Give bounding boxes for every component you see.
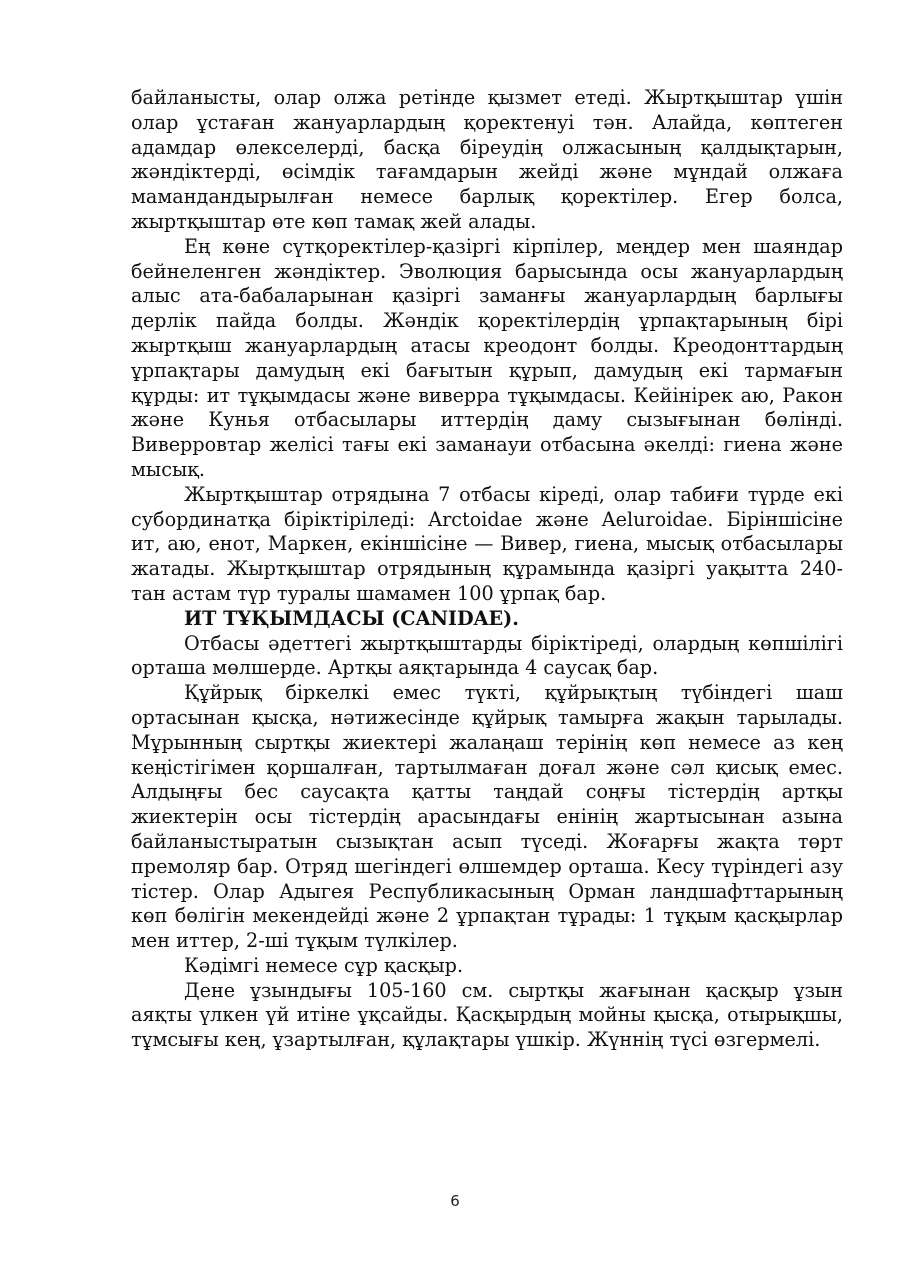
body-paragraph: Ең көне сүтқоректілер-қазіргі кірпілер, меңдер мен шаяндар бейнеленген жәндіктер. Эволюция барысында осы жануарлардың алыс ата-бабаларынан қазіргі заманғы жануарлардың барлығы дерлік пайда болды. Жәндік қоректілердің ұрпақтарының бірі жыртқыш жануарлардың атасы креодонт болды. Креодонттардың ұрпақтары дамудың екі бағытын құрып, дамудың екі тармағын құрды: ит тұқымдасы және виверра тұқымдасы. Кейінірек аю, Ракон және Кунья отбасылары иттердің даму сызығынан бөлінді. Виверровтар желісі тағы екі заманауи отбасына әкелді: гиена және мысық.	[131, 234, 843, 481]
section-heading: ИТ ТҰҚЫМДАСЫ (CANIDAE).	[184, 606, 519, 630]
body-paragraph: Отбасы әдеттегі жыртқыштарды біріктіреді, олардың көпшілігі орташа мөлшерде. Артқы аяқтарында 4 саусақ бар.	[131, 631, 843, 680]
body-paragraph: Кәдімгі немесе сұр қасқыр.	[184, 953, 464, 977]
body-paragraph: байланысты, олар олжа ретінде қызмет етеді. Жыртқыштар үшін олар ұстаған жануарлардың қоректенуі тән. Алайда, көптеген адамдар өлекселерді, басқа біреудің олжасының қалдықтарын, жәндіктерді, өсімдік тағамдарын жейді және мұндай олжаға мамандандырылған немесе барлық қоректілер. Егер болса, жыртқыштар өте көп тамақ жей алады.	[131, 86, 843, 233]
document-page	[131, 86, 843, 1053]
body-paragraph: Құйрық біркелкі емес түкті, құйрықтың түбіндегі шаш ортасынан қысқа, нәтижесінде құйрық тамырға жақын тарылады. Мұрынның сыртқы жиектері жалаңаш терінің көп немесе аз кең кеңістігімен қоршалған, тартылмаған доғал және сәл қисық емес. Алдыңғы бес саусақта қатты таңдай соңғы тістердің артқы жиектерін осы тістердің арасындағы енінің жартысынан азына байланыстыратын сызықтан асып түседі. Жоғарғы жақта төрт премоляр бар. Отряд шегіндегі өлшемдер орташа. Кесу түріндегі азу тістер. Олар Адыгея Республикасының Орман ландшафттарының көп бөлігін мекендейді және 2 ұрпақтан тұрады: 1 тұқым қасқырлар мен иттер, 2-ші тұқым түлкілер.	[131, 681, 843, 953]
body-paragraph: Дене ұзындығы 105-160 см. сыртқы жағынан қасқыр ұзын аяқты үлкен үй итіне ұқсайды. Қасқырдың мойны қысқа, отырықшы, тұмсығы кең, ұзартылған, құлақтары үшкір. Жүннің түсі өзгермелі.	[131, 978, 843, 1052]
page-number: 6	[450, 1192, 460, 1210]
body-paragraph: Жыртқыштар отрядына 7 отбасы кіреді, олар табиғи түрде екі субординатқа біріктіріледі: Arctoidae және Aeluroidae. Біріншісіне ит, аю, енот, Маркен, екіншісіне — Вивер, гиена, мысық отбасылары жатады. Жыртқыштар отрядының құрамында қазіргі уақытта 240-тан астам түр туралы шамамен 100 ұрпақ бар.	[131, 482, 843, 605]
